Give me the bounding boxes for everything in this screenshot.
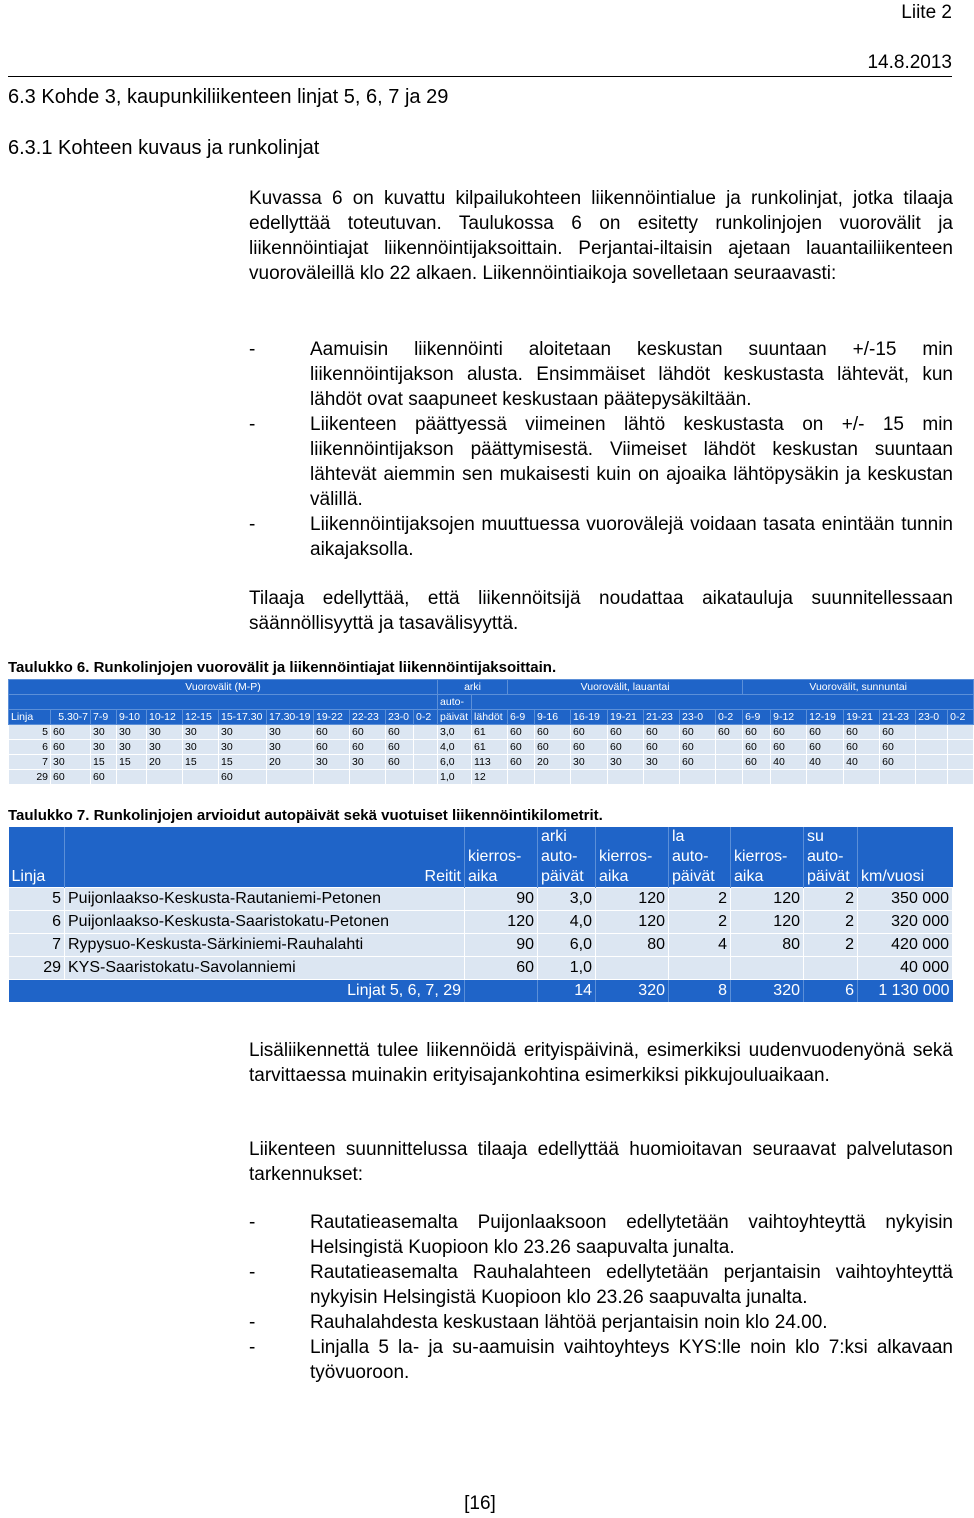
column-header: 9-10: [117, 710, 147, 725]
table-cell: 12: [472, 770, 508, 785]
kierrosaika-header: [731, 827, 804, 888]
arki-autopaivat-header: [538, 827, 596, 888]
km-cell: 40 000: [858, 957, 953, 980]
table-cell: 40: [807, 755, 844, 770]
column-header: 9-12: [771, 710, 807, 725]
table-cell: 60: [508, 725, 535, 740]
table-cell: 60: [508, 740, 535, 755]
column-header: päivät: [438, 710, 472, 725]
k2-cell: 120: [596, 911, 669, 934]
table-cell: 30: [117, 740, 147, 755]
table-cell: 61: [472, 740, 508, 755]
table-cell: [535, 770, 571, 785]
table-cell: 30: [350, 755, 386, 770]
table-cell: 60: [91, 770, 117, 785]
table-cell: 60: [844, 725, 880, 740]
linja-cell: 7: [9, 755, 51, 770]
arki-cell: 6,0: [538, 934, 596, 957]
column-header: 19-22: [314, 710, 350, 725]
column-header: 6-9: [743, 710, 771, 725]
table-row: [9, 934, 953, 957]
list-item-text: Linjalla 5 la- ja su-aamuisin vaihtoyhteys KYS:lle noin klo 7:ksi alkavaan työvuoroon.: [310, 1337, 953, 1383]
table-cell: [771, 770, 807, 785]
table-cell: 60: [743, 740, 771, 755]
su-cell: 2: [804, 911, 858, 934]
table-cell: [916, 770, 948, 785]
table-cell: [414, 725, 438, 740]
km-cell: 320 000: [858, 911, 953, 934]
table-cell: 30: [183, 725, 219, 740]
header-line: kierros-: [734, 848, 788, 865]
table-cell: 30: [267, 740, 314, 755]
km-cell: 420 000: [858, 934, 953, 957]
column-header: 15-17.30: [219, 710, 267, 725]
k2-cell: [596, 957, 669, 980]
table-cell: 30: [219, 725, 267, 740]
document-date: 14.8.2013: [867, 52, 952, 73]
su-cell: 2: [804, 888, 858, 911]
list-item: - Liikennöintijaksojen muuttuessa vuorovälejä voidaan tasata enintään tunnin aikajaksolla.: [249, 514, 953, 560]
table-row: [9, 957, 953, 980]
table-cell: 60: [880, 725, 916, 740]
table-cell: 60: [716, 725, 743, 740]
table-cell: [644, 770, 680, 785]
table7-caption: Taulukko 7. Runkolinjojen arvioidut autopäivät sekä vuotuiset liikennöintikilometrit.: [8, 807, 603, 824]
intro-paragraph: [249, 186, 953, 286]
table-cell: 60: [680, 755, 716, 770]
header-line: arki: [541, 828, 567, 845]
total-km: 1 130 000: [858, 980, 953, 1003]
table-row: [9, 888, 953, 911]
table-cell: 60: [807, 725, 844, 740]
list-item-text: Aamuisin liikennöinti aloitetaan keskustan suuntaan +/-15 min liikennöintijakson alusta. Ensimmäiset lähdöt keskustasta lähtevät, kun lähdöt ovat saapuneet keskustaan päätepysäkiltään.: [310, 339, 953, 410]
table-cell: 60: [535, 725, 571, 740]
table-cell: 30: [91, 740, 117, 755]
table-cell: [147, 770, 183, 785]
table-cell: 40: [844, 755, 880, 770]
table7-total-row: [9, 980, 953, 1003]
requirement-text: Tilaaja edellyttää, että liikennöitsijä noudattaa aikatauluja suunnitellessaan säännöllisyyttä ja tasavälisyyttä.: [249, 588, 953, 634]
table-cell: [844, 770, 880, 785]
requirement-paragraph: [249, 586, 953, 636]
k1-cell: 60: [465, 957, 538, 980]
column-header: 0-2: [716, 710, 743, 725]
table-cell: 60: [608, 740, 644, 755]
list-item: - Linjalla 5 la- ja su-aamuisin vaihtoyhteys KYS:lle noin klo 7:ksi alkavaan työvuoroon.: [249, 1337, 953, 1383]
table-cell: 60: [880, 755, 916, 770]
table-cell: 61: [472, 725, 508, 740]
section-heading: 6.3 Kohde 3, kaupunkiliikenteen linjat 5, 6, 7 ja 29: [8, 86, 449, 108]
column-header: 10-12: [147, 710, 183, 725]
table6-column-header: [9, 710, 974, 725]
total-kierros: 320: [731, 980, 804, 1003]
table-row: [9, 725, 974, 740]
table-cell: 60: [219, 770, 267, 785]
special-days-text: Lisäliikennettä tulee liikennöidä erityispäivinä, esimerkiksi uudenvuodenyönä sekä tarvittaessa muinakin erityisajankohtina esimerkiksi pikkujouluaikaan.: [249, 1040, 953, 1086]
header-line: kierros-: [468, 848, 522, 865]
linja-cell: 6: [9, 740, 51, 755]
table-cell: 60: [314, 740, 350, 755]
k3-cell: [731, 957, 804, 980]
table-cell: 6,0: [438, 755, 472, 770]
kierrosaika-header: [465, 827, 538, 888]
reitit-header: Reitit: [65, 827, 465, 888]
table-cell: [267, 770, 314, 785]
table7-vehicle-days: [8, 827, 953, 1002]
appendix-label: Liite 2: [901, 2, 952, 23]
table-cell: 60: [844, 740, 880, 755]
column-header: 6-9: [508, 710, 535, 725]
total-label: Linjat 5, 6, 7, 29: [9, 980, 465, 1003]
arki-group-label: arki: [438, 680, 508, 695]
column-header: 12-19: [807, 710, 844, 725]
column-header: 12-15: [183, 710, 219, 725]
table-cell: [948, 740, 974, 755]
table-cell: [716, 755, 743, 770]
column-header: 0-2: [948, 710, 974, 725]
table-cell: 30: [117, 725, 147, 740]
table-cell: 30: [183, 740, 219, 755]
table-cell: 60: [535, 740, 571, 755]
reitit-cell: KYS-Saaristokatu-Savolanniemi: [65, 957, 465, 980]
table-cell: 30: [644, 755, 680, 770]
list-item: - Rautatieasemalta Puijonlaaksoon edellytetään vaihtoyhteyttä nykyisin Helsingistä Kuopioon klo 23.26 saapuvalta junalta.: [249, 1212, 953, 1258]
table-cell: 3,0: [438, 725, 472, 740]
table-cell: [948, 725, 974, 740]
table-cell: [508, 770, 535, 785]
arki-cell: 1,0: [538, 957, 596, 980]
arki-cell: 4,0: [538, 911, 596, 934]
linja-cell: 5: [9, 725, 51, 740]
table6-rows: [9, 725, 974, 785]
linja-cell: 7: [9, 934, 65, 957]
table-cell: 20: [147, 755, 183, 770]
table-cell: 60: [571, 725, 608, 740]
special-days-paragraph: [249, 1038, 953, 1088]
su-cell: 2: [804, 934, 858, 957]
table-cell: 60: [743, 755, 771, 770]
table-cell: 60: [771, 725, 807, 740]
saturday-group-label: Vuorovälit, lauantai: [508, 680, 743, 695]
auto-label: auto-: [438, 695, 472, 710]
la-cell: 4: [669, 934, 731, 957]
linja-cell: 29: [9, 957, 65, 980]
table-cell: 60: [508, 755, 535, 770]
header-line: auto-: [672, 848, 709, 865]
header-line: päivät: [807, 868, 850, 885]
table-row: [9, 911, 953, 934]
table-cell: 60: [51, 770, 91, 785]
table-cell: 113: [472, 755, 508, 770]
weekday-group-label: Vuorovälit (M-P): [9, 680, 438, 695]
list-item-text: Rautatieasemalta Rauhalahteen edellytetään perjantaisin vaihtoyhteyttä nykyisin Helsingistä Kuopioon klo 23.26 saapuvalta junalta.: [310, 1262, 953, 1308]
header-line: päivät: [672, 868, 715, 885]
column-header: 5.30-7: [51, 710, 91, 725]
table-cell: 15: [219, 755, 267, 770]
service-level-paragraph: [249, 1137, 953, 1187]
column-header: 23-0: [386, 710, 414, 725]
arki-cell: 3,0: [538, 888, 596, 911]
table-cell: 60: [680, 740, 716, 755]
header-line: kierros-: [599, 848, 653, 865]
table-cell: 60: [350, 725, 386, 740]
column-header: 23-0: [680, 710, 716, 725]
header-line: la: [672, 828, 685, 845]
k1-cell: 90: [465, 888, 538, 911]
reitit-cell: Puijonlaakso-Keskusta-Saaristokatu-Petonen: [65, 911, 465, 934]
column-header: Linja: [9, 710, 51, 725]
table-row: [9, 770, 974, 785]
table-cell: 30: [147, 740, 183, 755]
table6-caption: Taulukko 6. Runkolinjojen vuorovälit ja liikennöintiajat liikennöintijaksoittain.: [8, 659, 557, 676]
header-line: aika: [734, 868, 764, 885]
table-cell: 60: [386, 755, 414, 770]
table6-headways: [8, 679, 974, 785]
la-cell: 2: [669, 911, 731, 934]
table-cell: 20: [267, 755, 314, 770]
table-cell: [680, 770, 716, 785]
header-line: aika: [599, 868, 629, 885]
list-item: - Liikenteen päättyessä viimeinen lähtö keskustasta on +/- 15 min liikennöintijakson päättymisestä. Viimeiset lähdöt keskustan suuntaan lähtevät aiemmin sen mukaisesti kuin on ajoaika lähtöpysäkin ja keskustan välillä.: [249, 414, 953, 510]
header-line: päivät: [541, 868, 584, 885]
page-number: [16]: [464, 1493, 496, 1514]
table-cell: [414, 740, 438, 755]
table6-subheader: [9, 695, 974, 710]
la-cell: 2: [669, 888, 731, 911]
linja-header: Linja: [9, 827, 65, 888]
km-header: km/vuosi: [858, 827, 953, 888]
table-cell: 40: [771, 755, 807, 770]
column-header: 19-21: [844, 710, 880, 725]
table-cell: 60: [608, 725, 644, 740]
list-item-text: Liikennöintijaksojen muuttuessa vuorovälejä voidaan tasata enintään tunnin aikajaksolla.: [310, 514, 953, 560]
k1-cell: 120: [465, 911, 538, 934]
table-cell: [807, 770, 844, 785]
table-cell: [386, 770, 414, 785]
reitit-cell: Puijonlaakso-Keskusta-Rautaniemi-Petonen: [65, 888, 465, 911]
k3-cell: 120: [731, 888, 804, 911]
bullet-list-1: [249, 337, 953, 562]
table-cell: 60: [350, 740, 386, 755]
list-item: - Rautatieasemalta Rauhalahteen edellytetään perjantaisin vaihtoyhteyttä nykyisin Helsingistä Kuopioon klo 23.26 saapuvalta junalta.: [249, 1262, 953, 1308]
table-cell: 30: [147, 725, 183, 740]
column-header: 19-21: [608, 710, 644, 725]
table-cell: 30: [219, 740, 267, 755]
table7-rows: [9, 888, 953, 980]
column-header: 21-23: [644, 710, 680, 725]
k2-cell: 80: [596, 934, 669, 957]
k3-cell: 120: [731, 911, 804, 934]
list-item-text: Rauhalahdesta keskustaan lähtöä perjantaisin noin klo 24.00.: [310, 1312, 828, 1333]
k2-cell: 120: [596, 888, 669, 911]
table-cell: 30: [51, 755, 91, 770]
k3-cell: 80: [731, 934, 804, 957]
kierrosaika-header: [596, 827, 669, 888]
header-line: aika: [468, 868, 498, 885]
total-su: 6: [804, 980, 858, 1003]
table-cell: 60: [743, 725, 771, 740]
table-row: [9, 740, 974, 755]
table-cell: [916, 740, 948, 755]
list-item: - Rauhalahdesta keskustaan lähtöä perjantaisin noin klo 24.00.: [249, 1310, 953, 1335]
su-autopaivat-header: [804, 827, 858, 888]
table-cell: [608, 770, 644, 785]
table-cell: 30: [571, 755, 608, 770]
service-level-text: Liikenteen suunnittelussa tilaaja edellyttää huomioitavan seuraavat palvelutason tarkennukset:: [249, 1139, 953, 1185]
table-cell: 1,0: [438, 770, 472, 785]
table-cell: [716, 740, 743, 755]
table-cell: [350, 770, 386, 785]
table-cell: [571, 770, 608, 785]
la-autopaivat-header: [669, 827, 731, 888]
table-cell: 60: [314, 725, 350, 740]
table-cell: 4,0: [438, 740, 472, 755]
linja-cell: 6: [9, 911, 65, 934]
table-cell: [314, 770, 350, 785]
linja-cell: 5: [9, 888, 65, 911]
linja-cell: 29: [9, 770, 51, 785]
header-line: auto-: [807, 848, 844, 865]
k1-cell: 90: [465, 934, 538, 957]
table-cell: 20: [535, 755, 571, 770]
table-cell: [948, 755, 974, 770]
table-cell: 60: [51, 725, 91, 740]
column-header: 23-0: [916, 710, 948, 725]
table-cell: 60: [644, 725, 680, 740]
intro-text: Kuvassa 6 on kuvattu kilpailukohteen liikennöintialue ja runkolinjat, jotka tilaaja edellyttää toteutuvan. Taulukossa 6 on esitetty runkolinjojen vuorovälit ja liikennöintiajat liikennöintijaksoittain. Perjantai-iltaisin ajetaan lauantailiikenteen vuoroväleillä klo 22 alkaen. Liikennöintiaikoja sovelletaan seuraavasti:: [249, 188, 953, 284]
column-header: 21-23: [880, 710, 916, 725]
table-cell: 60: [880, 740, 916, 755]
km-cell: 350 000: [858, 888, 953, 911]
header-line: auto-: [541, 848, 578, 865]
sunday-group-label: Vuorovälit, sunnuntai: [743, 680, 974, 695]
table-cell: 60: [386, 725, 414, 740]
table-cell: 60: [680, 725, 716, 740]
la-cell: [669, 957, 731, 980]
column-header: lähdöt: [472, 710, 508, 725]
table-cell: [743, 770, 771, 785]
table-cell: [916, 755, 948, 770]
table6-group-header: [9, 680, 974, 695]
bullet-list-2: [249, 1210, 953, 1385]
list-item: - Aamuisin liikennöinti aloitetaan keskustan suuntaan +/-15 min liikennöintijakson alusta. Ensimmäiset lähdöt keskustasta lähtevät, kun lähdöt ovat saapuneet keskustaan päätepysäkiltään.: [249, 339, 953, 410]
table-cell: 15: [91, 755, 117, 770]
table-cell: 15: [183, 755, 219, 770]
header-line: su: [807, 828, 824, 845]
total-la: 8: [669, 980, 731, 1003]
header-rule: [8, 76, 952, 77]
table-cell: 30: [91, 725, 117, 740]
column-header: 7-9: [91, 710, 117, 725]
table-row: [9, 755, 974, 770]
table-cell: [414, 770, 438, 785]
table-cell: 60: [644, 740, 680, 755]
table-cell: [414, 755, 438, 770]
table7-header: [9, 827, 953, 888]
table-cell: 30: [314, 755, 350, 770]
table-cell: 60: [571, 740, 608, 755]
total-arki: 14: [538, 980, 596, 1003]
su-cell: [804, 957, 858, 980]
reitit-cell: Rypysuo-Keskusta-Särkiniemi-Rauhalahti: [65, 934, 465, 957]
table-cell: 60: [771, 740, 807, 755]
table-cell: 30: [267, 725, 314, 740]
table-cell: 15: [117, 755, 147, 770]
table-cell: [916, 725, 948, 740]
list-item-text: Liikenteen päättyessä viimeinen lähtö keskustasta on +/- 15 min liikennöintijakson päättymisestä. Viimeiset lähdöt keskustan suuntaan lähtevät aiemmin sen mukaisesti kuin on ajoaika lähtöpysäkin ja keskustan välillä.: [310, 414, 953, 510]
column-header: 17.30-19: [267, 710, 314, 725]
list-item-text: Rautatieasemalta Puijonlaaksoon edellytetään vaihtoyhteyttä nykyisin Helsingistä Kuopioon klo 23.26 saapuvalta junalta.: [310, 1212, 953, 1258]
table-cell: [183, 770, 219, 785]
table-cell: 60: [807, 740, 844, 755]
subsection-heading: 6.3.1 Kohteen kuvaus ja runkolinjat: [8, 137, 320, 159]
column-header: 0-2: [414, 710, 438, 725]
table-cell: 30: [608, 755, 644, 770]
table-cell: [880, 770, 916, 785]
table-cell: 60: [51, 740, 91, 755]
column-header: 16-19: [571, 710, 608, 725]
column-header: 9-16: [535, 710, 571, 725]
total-kierros: 320: [596, 980, 669, 1003]
column-header: 22-23: [350, 710, 386, 725]
table-cell: [716, 770, 743, 785]
table-cell: [117, 770, 147, 785]
table-cell: 60: [386, 740, 414, 755]
table-cell: [948, 770, 974, 785]
